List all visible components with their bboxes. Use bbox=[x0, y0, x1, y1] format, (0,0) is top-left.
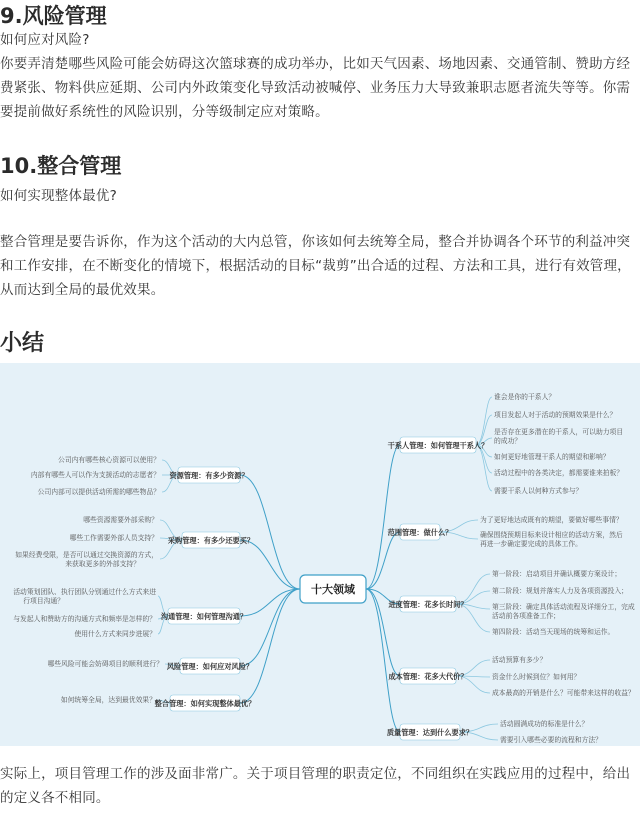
mindmap-leaf: 哪些工作需要外部人员支持？ bbox=[69, 534, 158, 542]
mindmap-leaf: 活动策划团队、执行团队分别通过什么方式来进 bbox=[13, 588, 156, 596]
mindmap-node-procurement: 采购管理：有多少还要买？ bbox=[167, 536, 255, 545]
mindmap-leaf: 活动过程中的各类决定，都需要谁来拍板？ bbox=[494, 469, 624, 477]
mindmap-leaf: 需要引入哪些必要的流程和方法？ bbox=[500, 736, 602, 744]
section-10-body-line: 从而达到全局的最优效果。 bbox=[0, 282, 165, 298]
mindmap-node-quality: 质量管理：达到什么要求？ bbox=[386, 728, 474, 737]
section-9-question: 如何应对风险? bbox=[0, 32, 90, 48]
mindmap-leaf: 第四阶段：活动当天现场的统筹和运作。 bbox=[492, 628, 615, 636]
section-9-body-line: 费紧张、物料供应延期、公司内外政策变化导致活动被喊停、业务压力大导致兼职志愿者流失等等。你需 bbox=[0, 80, 631, 96]
mindmap-node-cost: 成本管理：花多大代价？ bbox=[388, 672, 468, 681]
mindmap-leaf: 活动前各项准备工作； bbox=[492, 612, 560, 620]
mindmap-leaf: 使用什么方式来同步进展？ bbox=[74, 630, 156, 638]
mindmap-leaf: 哪些风险可能会妨碍项目的顺利进行？ bbox=[47, 660, 163, 668]
mindmap-leaf: 如何更好地管理干系人的期望和影响？ bbox=[494, 453, 610, 461]
mindmap-diagram bbox=[0, 363, 640, 746]
mindmap-leaf: 行项目沟通？ bbox=[23, 597, 64, 605]
mindmap-leaf: 来获取更多的外部支持？ bbox=[65, 560, 140, 568]
mindmap-leaf: 需要干系人以何种方式参与？ bbox=[494, 487, 583, 495]
mindmap-leaf: 的成功？ bbox=[494, 437, 522, 445]
section-9-heading: 9.风险管理 bbox=[0, 4, 107, 28]
mindmap-node-resource: 资源管理：有多少资源？ bbox=[169, 471, 249, 480]
mindmap-leaf: 活动圆满成功的标准是什么？ bbox=[500, 720, 589, 728]
mindmap-leaf: 哪些资源需要外部采购？ bbox=[83, 516, 158, 524]
mindmap-leaf: 活动预算有多少？ bbox=[492, 656, 547, 664]
mindmap-leaf: 资金什么时候到位？如何用？ bbox=[492, 673, 581, 681]
mindmap-node-risk: 风险管理：如何应对风险？ bbox=[166, 662, 254, 671]
mindmap-leaf: 内部有哪些人可以作为支援活动的志愿者？ bbox=[30, 471, 160, 479]
mindmap-leaf: 为了更好地达成既有的期望，要做好哪些事情？ bbox=[480, 516, 623, 524]
mindmap-leaf: 如何统筹全局，达到最优效果？ bbox=[60, 696, 156, 704]
mindmap-node-communication: 沟通管理：如何管理沟通？ bbox=[160, 612, 248, 621]
section-10-heading: 10.整合管理 bbox=[0, 154, 122, 178]
mindmap-leaf: 第三阶段：确定具体活动流程及详细分工，完成 bbox=[492, 603, 635, 611]
section-10-body-line: 整合管理是要告诉你，作为这个活动的大内总管，你该如何去统筹全局，整合并协调各个环节的利益冲突 bbox=[0, 234, 631, 250]
mindmap-leaf: 公司内部可以提供活动所需的哪些物品？ bbox=[37, 488, 160, 496]
mindmap-node-integration: 整合管理：如何实现整体最优？ bbox=[154, 699, 256, 708]
section-9-body-line: 要提前做好系统性的风险识别，分等级制定应对策略。 bbox=[0, 104, 329, 120]
mindmap-leaf: 再进一步确定要完成的具体工作。 bbox=[480, 540, 582, 548]
mindmap-node-stakeholder: 干系人管理：如何管理干系人？ bbox=[387, 441, 489, 450]
mindmap-node-schedule: 进度管理：花多长时间？ bbox=[388, 600, 468, 609]
mindmap-svg bbox=[0, 363, 640, 746]
mindmap-leaf: 第一阶段：启动项目并确认概要方案设计； bbox=[492, 570, 622, 578]
mindmap-leaf: 如果经费受限，是否可以通过交换资源的方式， bbox=[15, 551, 158, 559]
mindmap-center-label: 十大领域 bbox=[311, 583, 355, 596]
mindmap-leaf: 确保围绕预期目标来设计相应的活动方案，然后 bbox=[480, 531, 623, 539]
conclusion-body-line: 实际上，项目管理工作的涉及面非常广。关于项目管理的职责定位，不同组织在实践应用的过程中，给出 bbox=[0, 766, 631, 782]
section-10-question: 如何实现整体最优? bbox=[0, 188, 117, 204]
summary-heading: 小结 bbox=[0, 331, 45, 356]
mindmap-leaf: 成本最高的开销是什么？可能带来这样的收益？ bbox=[492, 689, 635, 697]
mindmap-leaf: 项目发起人对于活动的预期效果是什么？ bbox=[494, 411, 617, 419]
section-9-body-line: 你要弄清楚哪些风险可能会妨碍这次篮球赛的成功举办，比如天气因素、场地因素、交通管制、赞助方经 bbox=[0, 56, 631, 72]
section-10-body-line: 和工作安排，在不断变化的情境下，根据活动的目标“裁剪”出合适的过程、方法和工具，进行有效管理， bbox=[0, 258, 631, 274]
mindmap-leaf: 第二阶段：规划并落实人力及各项资源投入； bbox=[492, 587, 628, 595]
mindmap-leaf: 谁会是你的干系人？ bbox=[494, 393, 556, 401]
mindmap-leaf: 是否存在更多潜在的干系人，可以助力项目 bbox=[494, 428, 624, 436]
conclusion-body-line: 的定义各不相同。 bbox=[0, 790, 110, 806]
mindmap-leaf: 公司内有哪些核心资源可以使用？ bbox=[58, 456, 160, 464]
mindmap-leaf: 与发起人和赞助方的沟通方式和频率是怎样的？ bbox=[13, 615, 156, 623]
mindmap-node-scope: 范围管理：做什么？ bbox=[387, 528, 453, 537]
